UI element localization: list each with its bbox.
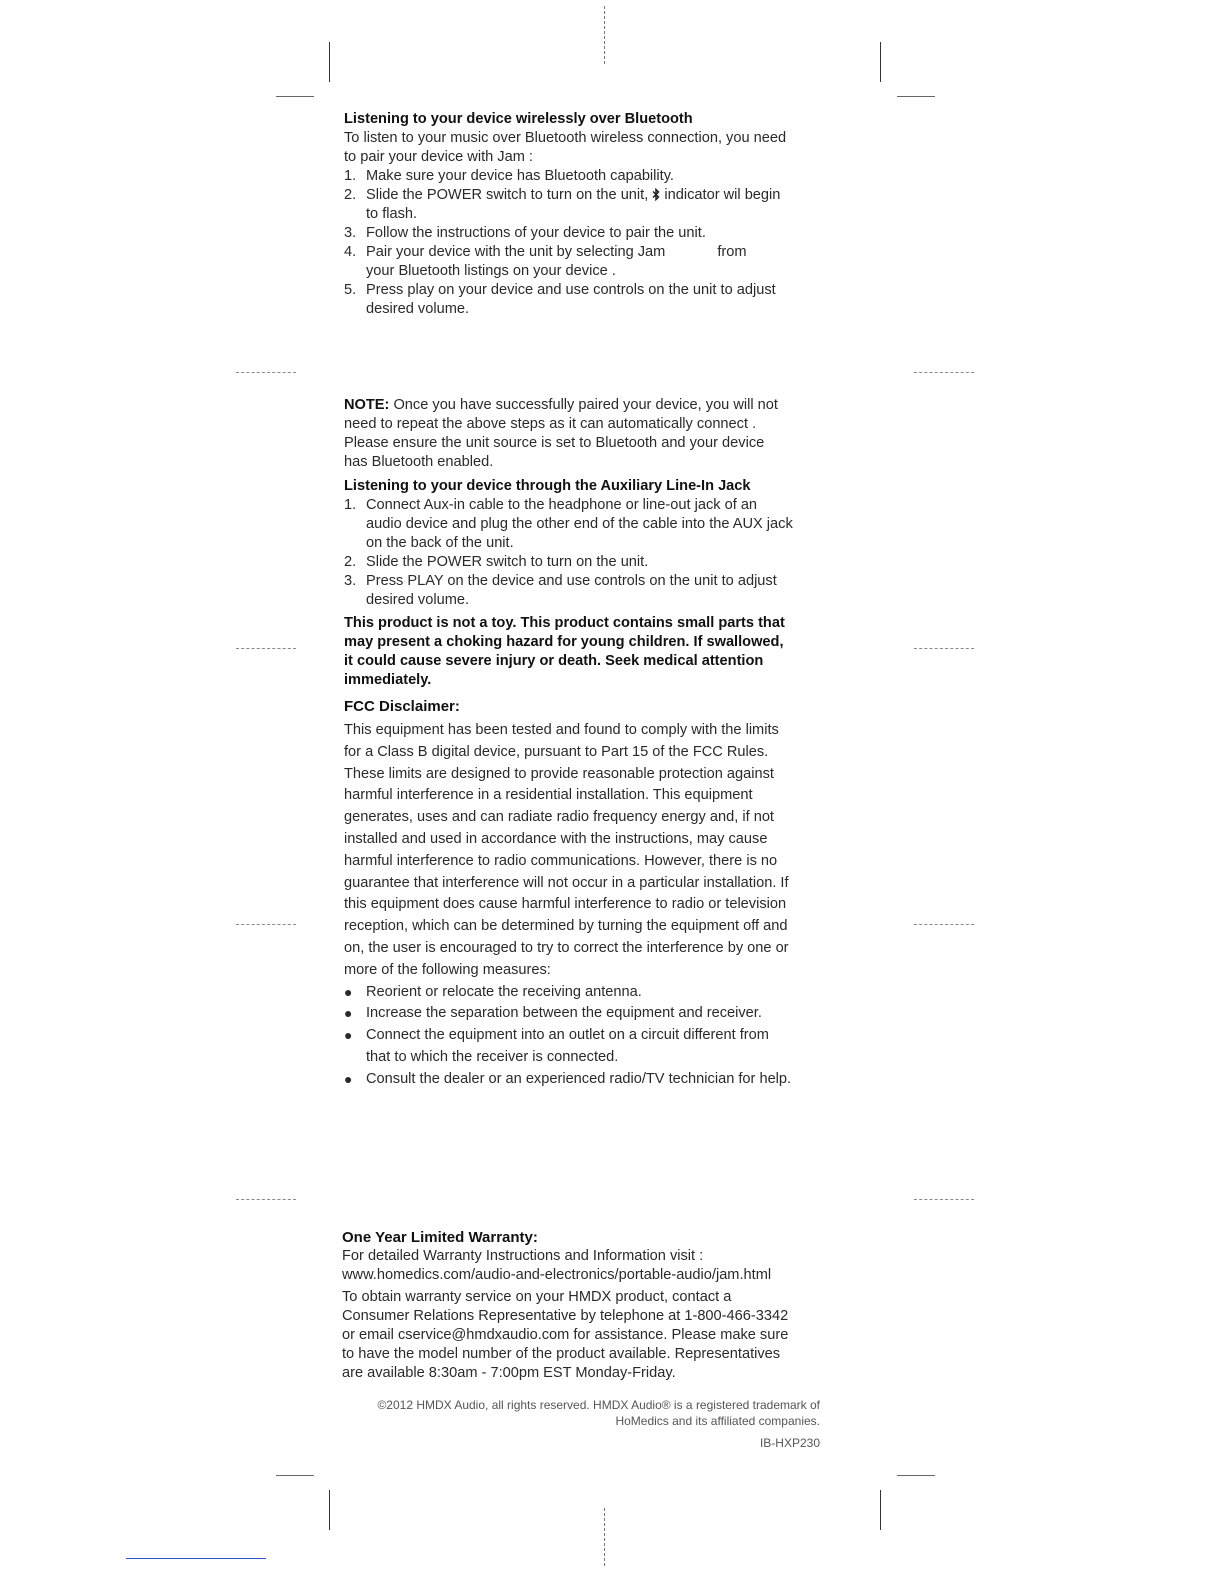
fold-mark-left-2 xyxy=(236,648,296,649)
step-text-line2: desired volume. xyxy=(366,301,470,317)
step-number: 2. xyxy=(344,554,357,570)
step-number: 5. xyxy=(344,282,357,298)
fcc-line: This equipment has been tested and found to comply with the limits xyxy=(344,722,779,738)
note-line3: Please ensure the unit source is set to Bluetooth and your device xyxy=(344,435,765,451)
crop-mark-h-bottom-left xyxy=(276,1475,314,1476)
bluetooth-steps xyxy=(344,167,824,319)
step-number: 4. xyxy=(344,244,357,260)
warranty-body-line: to have the model number of the product available. Representatives xyxy=(342,1346,781,1362)
step-text: from xyxy=(717,244,747,260)
step-text-line1: Press play on your device and use controls on the unit to adjust xyxy=(366,282,776,298)
aux-step-1 xyxy=(344,496,834,553)
crop-mark-bottom-right xyxy=(880,1490,881,1530)
copyright-block xyxy=(377,1397,820,1451)
note-label: NOTE: xyxy=(344,397,390,413)
fold-mark-right-4 xyxy=(914,1199,974,1200)
fcc-measure-2 xyxy=(344,1003,834,1025)
step-text-line1: Press PLAY on the device and use controls on the unit to adjust xyxy=(366,573,777,589)
bullet-icon: ● xyxy=(344,1027,353,1044)
step-text: Slide the POWER switch to turn on the unit, xyxy=(366,187,653,203)
aux-steps xyxy=(344,496,834,610)
bullet-icon: ● xyxy=(344,1005,353,1022)
fcc-line: harmful interference in a residential installation. This equipment xyxy=(344,787,753,804)
fcc-line: guarantee that interference will not occur in a particular installation. If xyxy=(344,874,789,891)
measure-text-line2: that to which the receiver is connected. xyxy=(366,1048,619,1065)
fcc-line: more of the following measures: xyxy=(344,961,551,978)
note-line4: has Bluetooth enabled. xyxy=(344,454,494,470)
warranty-heading: One Year Limited Warranty: xyxy=(342,1229,538,1246)
crop-mark-bottom-left xyxy=(329,1490,330,1530)
fcc-line: harmful interference to radio communications. However, there is no xyxy=(344,852,778,869)
step-number: 1. xyxy=(344,497,357,513)
warning-line3: it could cause severe injury or death. Seek medical attention xyxy=(344,653,764,669)
aux-step-3 xyxy=(344,572,834,610)
fcc-line: reception, which can be determined by turning the equipment off and xyxy=(344,918,788,935)
fcc-heading: FCC Disclaimer: xyxy=(344,698,460,715)
fcc-line: installed and used in accordance with the instructions, may cause xyxy=(344,830,768,847)
crop-mark-top-right xyxy=(880,42,881,82)
bullet-icon: ● xyxy=(344,983,353,1000)
bluetooth-step-1 xyxy=(344,167,824,186)
fold-mark-left-1 xyxy=(236,372,296,373)
note-line2: need to repeat the above steps as it can automatically connect . xyxy=(344,416,757,432)
crop-mark-h-bottom-right xyxy=(897,1475,935,1476)
copyright-line1: ©2012 HMDX Audio, all rights reserved. HMDX Audio® is a registered trademark of xyxy=(377,1398,820,1412)
step-number: 3. xyxy=(344,573,357,589)
copyright-line2: HoMedics and its affiliated companies. xyxy=(615,1414,820,1428)
warning-line2: may present a choking hazard for young children. If swallowed, xyxy=(344,634,784,650)
fcc-line: generates, uses and can radiate radio frequency energy and, if not xyxy=(344,809,774,826)
step-text-line1: Slide the POWER switch to turn on the unit. xyxy=(366,554,649,570)
warranty-body-line: or email cservice@hmdxaudio.com for assistance. Please make sure xyxy=(342,1327,789,1343)
measure-text: Increase the separation between the equipment and receiver. xyxy=(366,1005,762,1022)
warranty-body-line: are available 8:30am - 7:00pm EST Monday-Friday. xyxy=(342,1365,676,1381)
bluetooth-step-4 xyxy=(344,243,824,281)
fcc-body xyxy=(344,720,834,1091)
measure-text: Reorient or relocate the receiving antenna. xyxy=(366,983,642,1000)
step-number: 2. xyxy=(344,187,357,203)
warranty-line1: For detailed Warranty Instructions and Information visit : xyxy=(342,1248,704,1264)
fold-mark-right-3 xyxy=(914,924,974,925)
fold-mark-left-3 xyxy=(236,924,296,925)
step-text: Follow the instructions of your device to pair the unit. xyxy=(366,225,706,241)
measure-text: Consult the dealer or an experienced radio/TV technician for help. xyxy=(366,1070,792,1087)
fold-mark-bottom xyxy=(604,1508,605,1566)
step-text: Pair your device with the unit by selecting Jam xyxy=(366,244,666,260)
step-text-line2: audio device and plug the other end of the cable into the AUX jack xyxy=(366,516,793,532)
fcc-measure-3 xyxy=(344,1025,834,1069)
step-text-line3: on the back of the unit. xyxy=(366,535,514,551)
fcc-line: for a Class B digital device, pursuant to Part 15 of the FCC Rules. xyxy=(344,743,769,760)
note-aux-fcc-section xyxy=(344,396,834,1091)
fcc-line: this equipment does cause harmful interference to radio or television xyxy=(344,896,787,913)
bluetooth-step-3 xyxy=(344,224,824,243)
warranty-section xyxy=(342,1228,822,1383)
bluetooth-step-2 xyxy=(344,186,824,224)
step-text-line2: to flash. xyxy=(366,206,418,222)
bluetooth-step-5 xyxy=(344,281,824,319)
step-number: 3. xyxy=(344,225,357,241)
note-line1: Once you have successfully paired your device, you will not xyxy=(389,397,778,413)
bluetooth-intro-line1: To listen to your music over Bluetooth wireless connection, you need xyxy=(344,130,787,146)
measure-text-line1: Connect the equipment into an outlet on a circuit different from xyxy=(366,1027,769,1044)
warranty-body-line: Consumer Relations Representative by telephone at 1-800-466-3342 xyxy=(342,1308,789,1324)
crop-mark-top-left xyxy=(329,42,330,82)
fold-mark-right-2 xyxy=(914,648,974,649)
fcc-measure-1 xyxy=(344,982,834,1004)
aux-step-2 xyxy=(344,553,834,572)
crop-mark-h-top-right xyxy=(897,96,935,97)
fcc-measure-4 xyxy=(344,1069,834,1091)
fcc-line: These limits are designed to provide reasonable protection against xyxy=(344,765,774,782)
bullet-icon: ● xyxy=(344,1070,353,1087)
fold-mark-right-1 xyxy=(914,372,974,373)
bluetooth-section xyxy=(344,110,824,319)
note-paragraph xyxy=(344,396,834,472)
step-text-line2: your Bluetooth listings on your device . xyxy=(366,263,616,279)
bluetooth-heading: Listening to your device wirelessly over Bluetooth xyxy=(344,111,693,127)
fcc-measures xyxy=(344,982,834,1091)
step-text-line1 xyxy=(366,244,747,260)
step-text-line1: Connect Aux-in cable to the headphone or line-out jack of an xyxy=(366,497,758,513)
step-number: 1. xyxy=(344,168,357,184)
aux-heading: Listening to your device through the Auxiliary Line-In Jack xyxy=(344,478,751,494)
bluetooth-intro-line2: to pair your device with Jam : xyxy=(344,149,533,165)
warning-line1: This product is not a toy. This product contains small parts that xyxy=(344,615,785,631)
step-text: Make sure your device has Bluetooth capability. xyxy=(366,168,674,184)
step-text-line1 xyxy=(366,187,780,203)
warranty-url: www.homedics.com/audio-and-electronics/portable-audio/jam.html xyxy=(342,1267,772,1283)
fcc-line: on, the user is encouraged to try to correct the interference by one or xyxy=(344,939,789,956)
fold-mark-top xyxy=(604,6,605,64)
crop-mark-h-top-left xyxy=(276,96,314,97)
document-code: IB-HXP230 xyxy=(759,1436,820,1450)
page-edge-line xyxy=(126,1558,266,1559)
warranty-body-line: To obtain warranty service on your HMDX product, contact a xyxy=(342,1289,732,1305)
step-text-line2: desired volume. xyxy=(366,592,470,608)
choking-warning xyxy=(344,614,834,690)
warning-line4: immediately. xyxy=(344,672,432,688)
fold-mark-left-4 xyxy=(236,1199,296,1200)
warranty-body xyxy=(342,1288,822,1383)
step-text: indicator wil begin xyxy=(660,187,781,203)
